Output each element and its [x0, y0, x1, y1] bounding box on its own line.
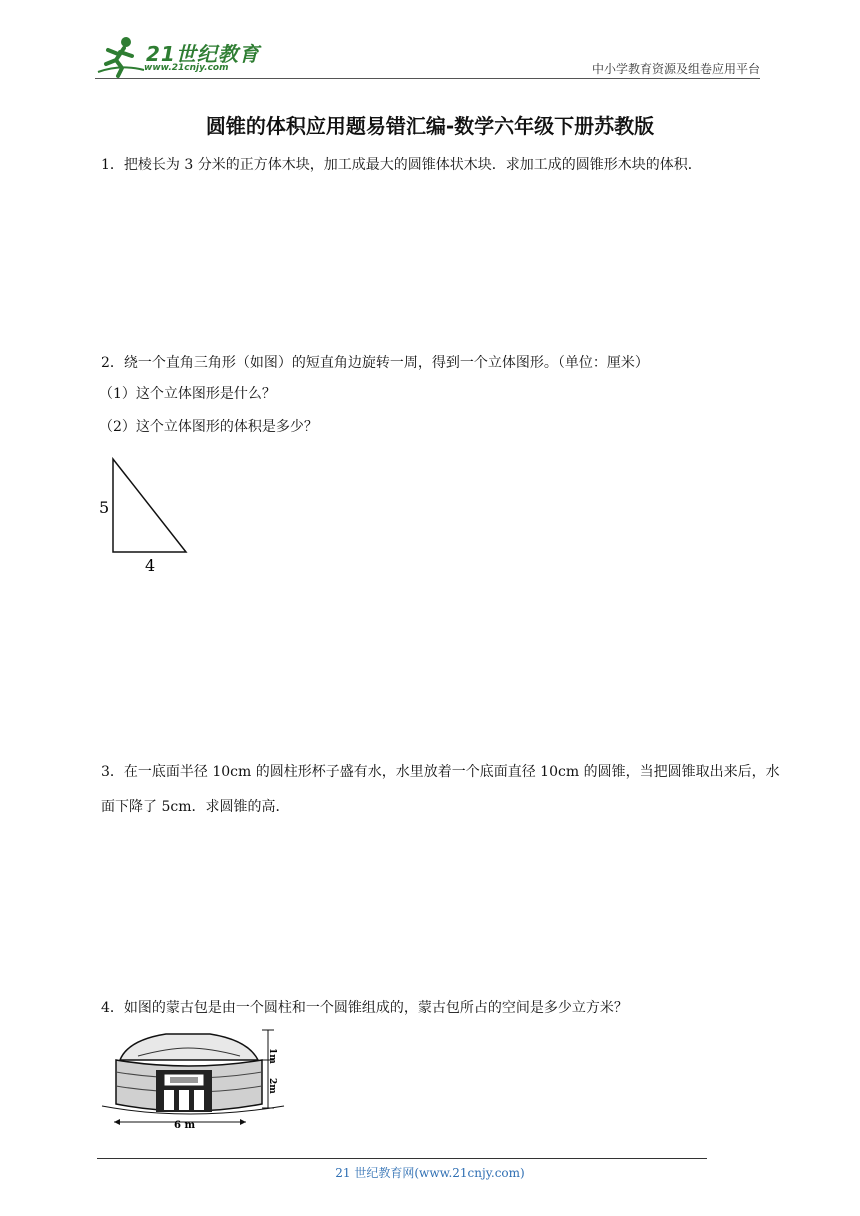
triangle-base-label: 4 — [145, 556, 156, 575]
right-triangle-figure — [95, 452, 195, 576]
question-1-text: 1．把棱长为 3 分米的正方体木块，加工成最大的圆锥体状木块．求加工成的圆锥形木块的体积． — [101, 157, 702, 173]
question-1 — [101, 150, 781, 180]
yurt-figure — [98, 1026, 288, 1130]
header-platform-name: 中小学教育资源及组卷应用平台 — [591, 62, 760, 76]
question-3-text: 3．在一底面半径 10cm 的圆柱形杯子盛有水，水里放着一个底面直径 10cm 的圆锥，当把圆锥取出来后，水面下降了 5cm．求圆锥的高． — [101, 764, 780, 815]
header-divider — [95, 78, 760, 79]
yurt-width-label: 6 m — [174, 1120, 196, 1130]
footer-source[interactable]: 21 世纪教育网(www.21cnjy.com) — [335, 1166, 525, 1180]
question-4 — [101, 993, 781, 1023]
question-2-sub-1: （1）这个立体图形是什么？ — [99, 386, 276, 402]
logo-text: 21世纪教育 — [146, 42, 260, 66]
footer-divider — [97, 1158, 707, 1159]
question-3 — [101, 755, 781, 825]
question-2-text: 2．绕一个直角三角形（如图）的短直角边旋转一周，得到一个立体图形。（单位：厘米） — [101, 355, 649, 371]
triangle-height-label: 5 — [99, 498, 110, 517]
question-2-sub-2: （2）这个立体图形的体积是多少？ — [99, 419, 318, 435]
question-4-text: 4．如图的蒙古包是由一个圆柱和一个圆锥组成的，蒙古包所占的空间是多少立方米？ — [101, 1000, 628, 1016]
page-title: 圆锥的体积应用题易错汇编-数学六年级下册苏教版 — [205, 114, 655, 138]
yurt-roof-height-label: 1m — [267, 1048, 277, 1064]
logo-url: www.21cnjy.com — [144, 63, 229, 73]
question-2 — [101, 348, 781, 444]
yurt-wall-height-label: 2m — [267, 1078, 277, 1094]
